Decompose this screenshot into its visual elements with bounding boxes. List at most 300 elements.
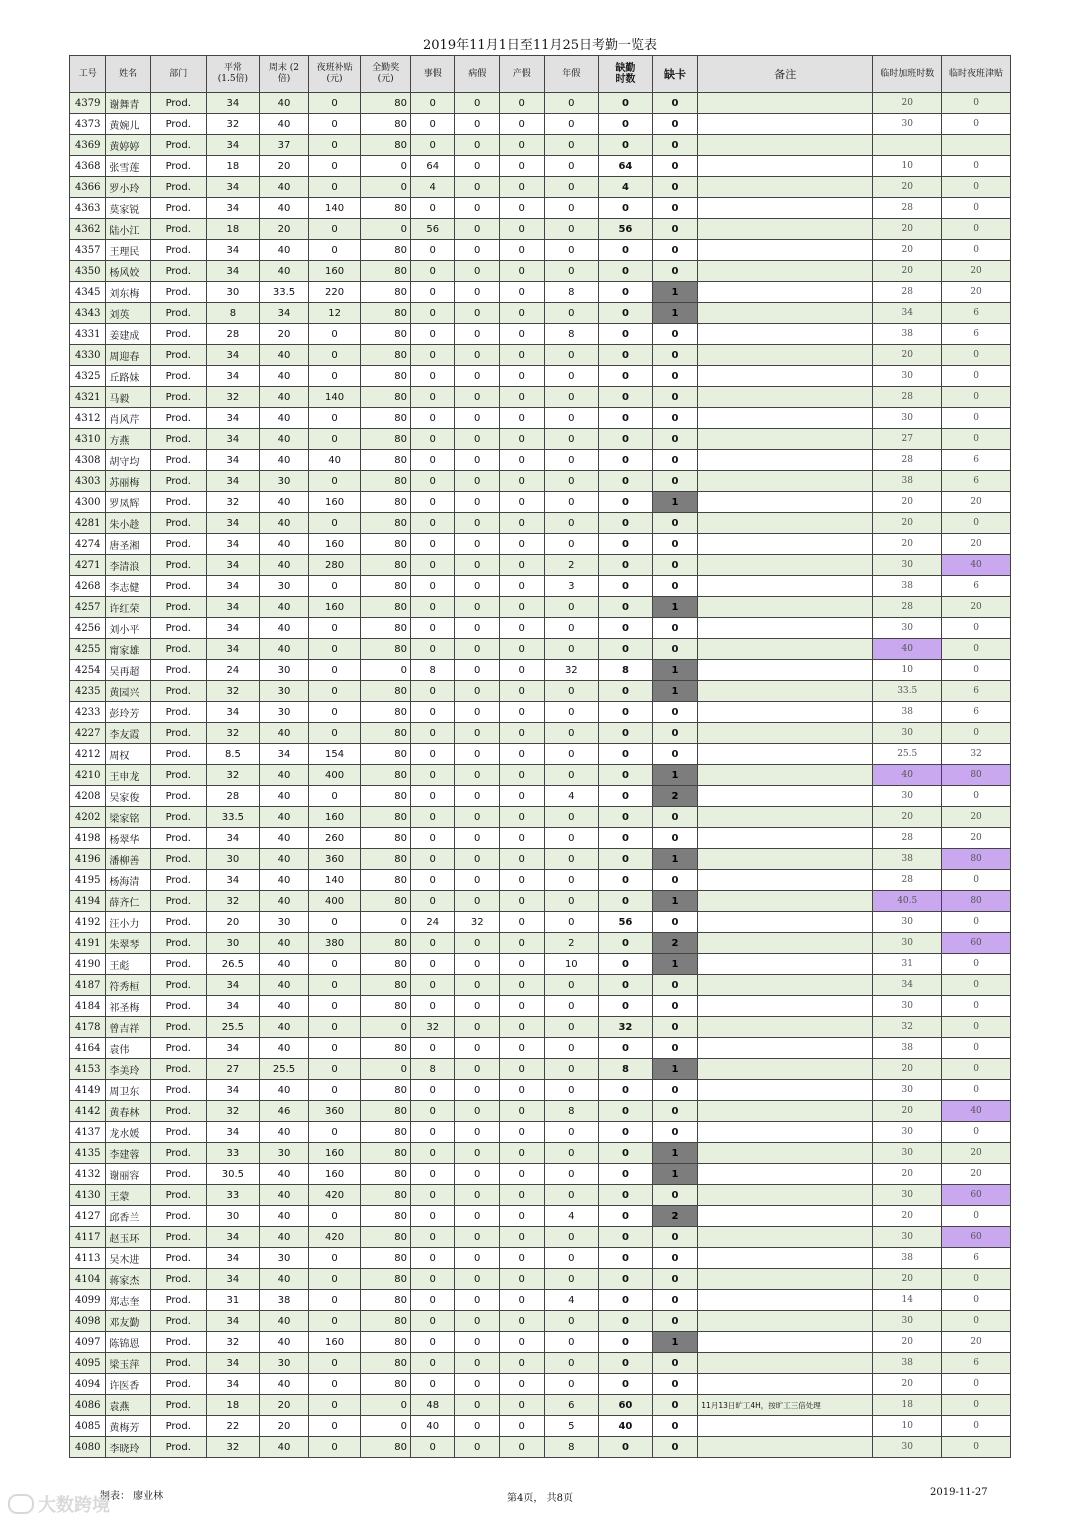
cell-maternity: 0	[499, 240, 544, 261]
cell-temp-night: 20	[942, 807, 1011, 828]
cell-temp-night: 0	[942, 1038, 1011, 1059]
cell-absent: 0	[599, 702, 653, 723]
cell-personal: 40	[410, 1416, 455, 1437]
cell-temp-ot: 40	[873, 639, 942, 660]
table-row	[70, 1374, 1011, 1395]
cell-temp-night: 0	[942, 198, 1011, 219]
cell-temp-ot: 20	[873, 345, 942, 366]
cell-sick: 0	[455, 387, 500, 408]
cell-absent: 0	[599, 996, 653, 1017]
cell-weekend: 40	[260, 723, 309, 744]
cell-note	[698, 1311, 873, 1332]
cell-id: 4137	[70, 1122, 106, 1143]
cell-annual: 0	[544, 1311, 599, 1332]
cell-night: 0	[308, 702, 361, 723]
cell-night: 0	[308, 1374, 361, 1395]
cell-maternity: 0	[499, 555, 544, 576]
cell-annual: 32	[544, 660, 599, 681]
cell-id: 4142	[70, 1101, 106, 1122]
cell-name: 梁家铭	[106, 807, 151, 828]
cell-temp-night: 0	[942, 114, 1011, 135]
cell-sick: 0	[455, 1332, 500, 1353]
cell-weekend: 20	[260, 1395, 309, 1416]
cell-weekend: 40	[260, 1374, 309, 1395]
cell-dept: Prod.	[150, 1206, 206, 1227]
header-row	[70, 56, 1011, 93]
cell-lack: 0	[652, 975, 698, 996]
cell-id: 4086	[70, 1395, 106, 1416]
cell-dept: Prod.	[150, 93, 206, 114]
cell-id: 4310	[70, 429, 106, 450]
cell-note	[698, 870, 873, 891]
cell-night: 280	[308, 555, 361, 576]
cell-name: 罗小玲	[106, 177, 151, 198]
cell-absent: 56	[599, 219, 653, 240]
cell-night: 0	[308, 723, 361, 744]
cell-personal: 0	[410, 1437, 455, 1458]
cell-normal: 27	[206, 1059, 260, 1080]
cell-dept: Prod.	[150, 744, 206, 765]
cell-night: 0	[308, 366, 361, 387]
cell-night: 160	[308, 492, 361, 513]
cell-bonus: 80	[361, 135, 411, 156]
table-row	[70, 366, 1011, 387]
cell-temp-ot: 32	[873, 1017, 942, 1038]
cell-weekend: 40	[260, 93, 309, 114]
cell-maternity: 0	[499, 492, 544, 513]
cell-absent: 0	[599, 135, 653, 156]
cell-normal: 32	[206, 492, 260, 513]
cell-weekend: 30	[260, 660, 309, 681]
cell-dept: Prod.	[150, 597, 206, 618]
cell-weekend: 40	[260, 198, 309, 219]
cell-absent: 0	[599, 744, 653, 765]
col-header-absent: 缺勤 时数	[599, 56, 653, 93]
cell-note	[698, 282, 873, 303]
cell-dept: Prod.	[150, 1059, 206, 1080]
cell-annual: 0	[544, 1080, 599, 1101]
cell-temp-ot: 20	[873, 513, 942, 534]
cell-bonus: 80	[361, 681, 411, 702]
cell-maternity: 0	[499, 597, 544, 618]
cell-sick: 0	[455, 786, 500, 807]
cell-name: 周卫东	[106, 1080, 151, 1101]
col-header-night: 夜班补贴 (元)	[308, 56, 361, 93]
cell-id: 4255	[70, 639, 106, 660]
table-row	[70, 345, 1011, 366]
cell-name: 黄春林	[106, 1101, 151, 1122]
cell-temp-ot: 38	[873, 324, 942, 345]
cell-dept: Prod.	[150, 891, 206, 912]
cell-lack: 1	[652, 1059, 698, 1080]
cell-maternity: 0	[499, 261, 544, 282]
cell-normal: 33	[206, 1143, 260, 1164]
table-row	[70, 324, 1011, 345]
cell-name: 赵玉环	[106, 1227, 151, 1248]
cell-sick: 0	[455, 135, 500, 156]
cell-temp-night: 40	[942, 555, 1011, 576]
cell-lack: 0	[652, 471, 698, 492]
col-header-lack: 缺卡	[652, 56, 698, 93]
cell-note	[698, 1437, 873, 1458]
cell-weekend: 40	[260, 786, 309, 807]
cell-normal: 28	[206, 786, 260, 807]
cell-normal: 34	[206, 1311, 260, 1332]
cell-temp-night: 0	[942, 1374, 1011, 1395]
cell-temp-ot: 14	[873, 1290, 942, 1311]
cell-weekend: 40	[260, 1080, 309, 1101]
cell-lack: 0	[652, 639, 698, 660]
table-row	[70, 1206, 1011, 1227]
cell-bonus: 80	[361, 303, 411, 324]
cell-dept: Prod.	[150, 219, 206, 240]
table-row	[70, 471, 1011, 492]
cell-normal: 8.5	[206, 744, 260, 765]
cell-maternity: 0	[499, 702, 544, 723]
cell-annual: 0	[544, 1332, 599, 1353]
cell-name: 甯家雄	[106, 639, 151, 660]
cell-absent: 0	[599, 1164, 653, 1185]
cell-bonus: 80	[361, 534, 411, 555]
cell-maternity: 0	[499, 534, 544, 555]
cell-sick: 0	[455, 534, 500, 555]
cell-personal: 0	[410, 513, 455, 534]
cell-maternity: 0	[499, 1269, 544, 1290]
cell-temp-ot: 38	[873, 849, 942, 870]
cell-weekend: 40	[260, 1332, 309, 1353]
cell-weekend: 30	[260, 1353, 309, 1374]
cell-sick: 0	[455, 1164, 500, 1185]
cell-sick: 0	[455, 1122, 500, 1143]
cell-bonus: 0	[361, 660, 411, 681]
cell-note	[698, 891, 873, 912]
cell-night: 0	[308, 975, 361, 996]
cell-lack: 0	[652, 324, 698, 345]
cell-weekend: 40	[260, 1017, 309, 1038]
cell-bonus: 80	[361, 324, 411, 345]
cell-weekend: 40	[260, 639, 309, 660]
cell-absent: 0	[599, 639, 653, 660]
cell-bonus: 0	[361, 1059, 411, 1080]
cell-night: 0	[308, 114, 361, 135]
cell-temp-night: 0	[942, 240, 1011, 261]
cell-maternity: 0	[499, 1248, 544, 1269]
cell-id: 4212	[70, 744, 106, 765]
cell-night: 0	[308, 1416, 361, 1437]
cell-dept: Prod.	[150, 471, 206, 492]
cell-normal: 34	[206, 555, 260, 576]
cell-dept: Prod.	[150, 954, 206, 975]
cell-sick: 0	[455, 429, 500, 450]
cell-temp-ot: 38	[873, 1353, 942, 1374]
cell-temp-ot: 20	[873, 1164, 942, 1185]
table-row	[70, 1311, 1011, 1332]
table-row	[70, 1101, 1011, 1122]
cell-temp-ot: 30	[873, 933, 942, 954]
cell-night: 160	[308, 807, 361, 828]
cell-dept: Prod.	[150, 240, 206, 261]
cell-name: 周迎春	[106, 345, 151, 366]
cell-maternity: 0	[499, 996, 544, 1017]
cell-annual: 0	[544, 156, 599, 177]
cell-night: 0	[308, 471, 361, 492]
cell-note	[698, 1227, 873, 1248]
cell-personal: 0	[410, 702, 455, 723]
cell-note: 11月13日旷工4H，按旷工三倍处理	[698, 1395, 873, 1416]
cell-id: 4281	[70, 513, 106, 534]
cell-personal: 0	[410, 849, 455, 870]
cell-sick: 0	[455, 219, 500, 240]
cell-absent: 0	[599, 1080, 653, 1101]
cell-id: 4257	[70, 597, 106, 618]
cell-night: 0	[308, 135, 361, 156]
cell-annual: 0	[544, 471, 599, 492]
cell-dept: Prod.	[150, 1143, 206, 1164]
cell-normal: 34	[206, 1353, 260, 1374]
cell-maternity: 0	[499, 639, 544, 660]
cell-temp-ot: 20	[873, 1269, 942, 1290]
cell-sick: 0	[455, 408, 500, 429]
cell-personal: 0	[410, 954, 455, 975]
cell-absent: 0	[599, 954, 653, 975]
cell-bonus: 80	[361, 723, 411, 744]
cell-night: 160	[308, 1143, 361, 1164]
cell-dept: Prod.	[150, 429, 206, 450]
cell-weekend: 30	[260, 1143, 309, 1164]
cell-temp-ot: 30	[873, 996, 942, 1017]
cell-lack: 1	[652, 660, 698, 681]
cell-dept: Prod.	[150, 723, 206, 744]
cell-bonus: 80	[361, 93, 411, 114]
cell-personal: 0	[410, 324, 455, 345]
cell-name: 周权	[106, 744, 151, 765]
cell-bonus: 80	[361, 114, 411, 135]
cell-name: 刘小平	[106, 618, 151, 639]
cell-temp-night: 40	[942, 1101, 1011, 1122]
cell-maternity: 0	[499, 282, 544, 303]
cell-bonus: 80	[361, 1332, 411, 1353]
cell-temp-ot: 34	[873, 975, 942, 996]
cell-absent: 0	[599, 765, 653, 786]
cell-sick: 32	[455, 912, 500, 933]
cell-id: 4149	[70, 1080, 106, 1101]
cell-id: 4117	[70, 1227, 106, 1248]
cell-name: 杨风姣	[106, 261, 151, 282]
cell-temp-night: 0	[942, 345, 1011, 366]
cell-weekend: 40	[260, 1437, 309, 1458]
cell-bonus: 0	[361, 1395, 411, 1416]
cell-note	[698, 1269, 873, 1290]
cell-sick: 0	[455, 828, 500, 849]
cell-sick: 0	[455, 933, 500, 954]
cell-temp-ot: 28	[873, 828, 942, 849]
table-row	[70, 303, 1011, 324]
cell-absent: 0	[599, 891, 653, 912]
cell-temp-ot: 30	[873, 1437, 942, 1458]
cell-lack: 2	[652, 933, 698, 954]
cell-note	[698, 744, 873, 765]
cell-absent: 0	[599, 240, 653, 261]
cell-normal: 24	[206, 660, 260, 681]
cell-personal: 0	[410, 345, 455, 366]
cell-dept: Prod.	[150, 345, 206, 366]
cell-lack: 0	[652, 1416, 698, 1437]
cell-dept: Prod.	[150, 1122, 206, 1143]
cell-night: 400	[308, 891, 361, 912]
cell-lack: 0	[652, 1227, 698, 1248]
cell-sick: 0	[455, 1038, 500, 1059]
cell-bonus: 80	[361, 429, 411, 450]
cell-weekend: 30	[260, 681, 309, 702]
cell-sick: 0	[455, 1080, 500, 1101]
cell-note	[698, 1353, 873, 1374]
cell-night: 0	[308, 1017, 361, 1038]
cell-lack: 0	[652, 1248, 698, 1269]
cell-temp-night: 60	[942, 933, 1011, 954]
cell-id: 4097	[70, 1332, 106, 1353]
cell-absent: 64	[599, 156, 653, 177]
cell-dept: Prod.	[150, 324, 206, 345]
cell-id: 4300	[70, 492, 106, 513]
cell-id: 4178	[70, 1017, 106, 1038]
cell-bonus: 80	[361, 975, 411, 996]
cell-bonus: 80	[361, 702, 411, 723]
cell-maternity: 0	[499, 933, 544, 954]
cell-id: 4187	[70, 975, 106, 996]
table-row	[70, 1038, 1011, 1059]
cell-night: 0	[308, 156, 361, 177]
cell-absent: 32	[599, 1017, 653, 1038]
cell-absent: 0	[599, 1185, 653, 1206]
cell-lack: 0	[652, 723, 698, 744]
cell-annual: 0	[544, 1143, 599, 1164]
cell-dept: Prod.	[150, 555, 206, 576]
cell-id: 4362	[70, 219, 106, 240]
cell-temp-night: 6	[942, 576, 1011, 597]
cell-name: 汪小力	[106, 912, 151, 933]
cell-name: 朱小趁	[106, 513, 151, 534]
cell-normal: 34	[206, 975, 260, 996]
table-row	[70, 408, 1011, 429]
cell-bonus: 80	[361, 1248, 411, 1269]
cell-personal: 64	[410, 156, 455, 177]
cell-temp-night: 0	[942, 1017, 1011, 1038]
cell-weekend: 40	[260, 345, 309, 366]
cell-bonus: 80	[361, 366, 411, 387]
cell-personal: 0	[410, 1185, 455, 1206]
cell-id: 4135	[70, 1143, 106, 1164]
cell-personal: 0	[410, 387, 455, 408]
cell-annual: 0	[544, 387, 599, 408]
table-row	[70, 870, 1011, 891]
cell-dept: Prod.	[150, 912, 206, 933]
cell-name: 许红荣	[106, 597, 151, 618]
cell-night: 160	[308, 261, 361, 282]
cell-normal: 30	[206, 933, 260, 954]
cell-absent: 0	[599, 282, 653, 303]
cell-maternity: 0	[499, 1311, 544, 1332]
attendance-table	[69, 55, 1011, 1458]
cell-dept: Prod.	[150, 282, 206, 303]
cell-bonus: 80	[361, 408, 411, 429]
cell-note	[698, 303, 873, 324]
cell-temp-night: 80	[942, 765, 1011, 786]
cell-name: 祁圣梅	[106, 996, 151, 1017]
cell-sick: 0	[455, 681, 500, 702]
cell-temp-ot: 20	[873, 492, 942, 513]
cell-weekend: 37	[260, 135, 309, 156]
cell-bonus: 80	[361, 954, 411, 975]
table-row	[70, 786, 1011, 807]
cell-dept: Prod.	[150, 1248, 206, 1269]
cell-weekend: 40	[260, 1206, 309, 1227]
cell-dept: Prod.	[150, 1185, 206, 1206]
cell-temp-ot: 20	[873, 93, 942, 114]
cell-weekend: 40	[260, 765, 309, 786]
cell-note	[698, 177, 873, 198]
cell-name: 黄婷婷	[106, 135, 151, 156]
cell-name: 姜建成	[106, 324, 151, 345]
cell-sick: 0	[455, 555, 500, 576]
cell-normal: 34	[206, 828, 260, 849]
cell-temp-ot: 30	[873, 912, 942, 933]
cell-lack: 1	[652, 492, 698, 513]
cell-note	[698, 1080, 873, 1101]
cell-annual: 0	[544, 219, 599, 240]
cell-lack: 0	[652, 996, 698, 1017]
cell-night: 140	[308, 387, 361, 408]
cell-id: 4104	[70, 1269, 106, 1290]
cell-name: 李建蓉	[106, 1143, 151, 1164]
cell-absent: 0	[599, 597, 653, 618]
cell-normal: 34	[206, 471, 260, 492]
table-row	[70, 240, 1011, 261]
cell-temp-ot: 28	[873, 450, 942, 471]
cell-normal: 32	[206, 114, 260, 135]
cell-note	[698, 387, 873, 408]
cell-lack: 0	[652, 744, 698, 765]
cell-normal: 34	[206, 597, 260, 618]
cell-weekend: 40	[260, 618, 309, 639]
cell-lack: 1	[652, 765, 698, 786]
cell-temp-night: 0	[942, 1311, 1011, 1332]
cell-night: 0	[308, 1437, 361, 1458]
cell-annual: 0	[544, 681, 599, 702]
cell-maternity: 0	[499, 1017, 544, 1038]
cell-temp-night: 0	[942, 618, 1011, 639]
cell-note	[698, 1038, 873, 1059]
cell-normal: 34	[206, 1038, 260, 1059]
cell-sick: 0	[455, 1416, 500, 1437]
cell-note	[698, 849, 873, 870]
cell-id: 4330	[70, 345, 106, 366]
cell-weekend: 40	[260, 996, 309, 1017]
cell-dept: Prod.	[150, 1353, 206, 1374]
table-row	[70, 1080, 1011, 1101]
cell-temp-ot: 10	[873, 156, 942, 177]
cell-annual: 0	[544, 870, 599, 891]
cell-id: 4085	[70, 1416, 106, 1437]
cell-lack: 0	[652, 366, 698, 387]
cell-temp-night: 0	[942, 660, 1011, 681]
cell-dept: Prod.	[150, 849, 206, 870]
cell-weekend: 30	[260, 912, 309, 933]
cell-dept: Prod.	[150, 408, 206, 429]
cell-name: 王彪	[106, 954, 151, 975]
cell-normal: 34	[206, 639, 260, 660]
cell-night: 0	[308, 1395, 361, 1416]
cell-temp-night: 0	[942, 513, 1011, 534]
